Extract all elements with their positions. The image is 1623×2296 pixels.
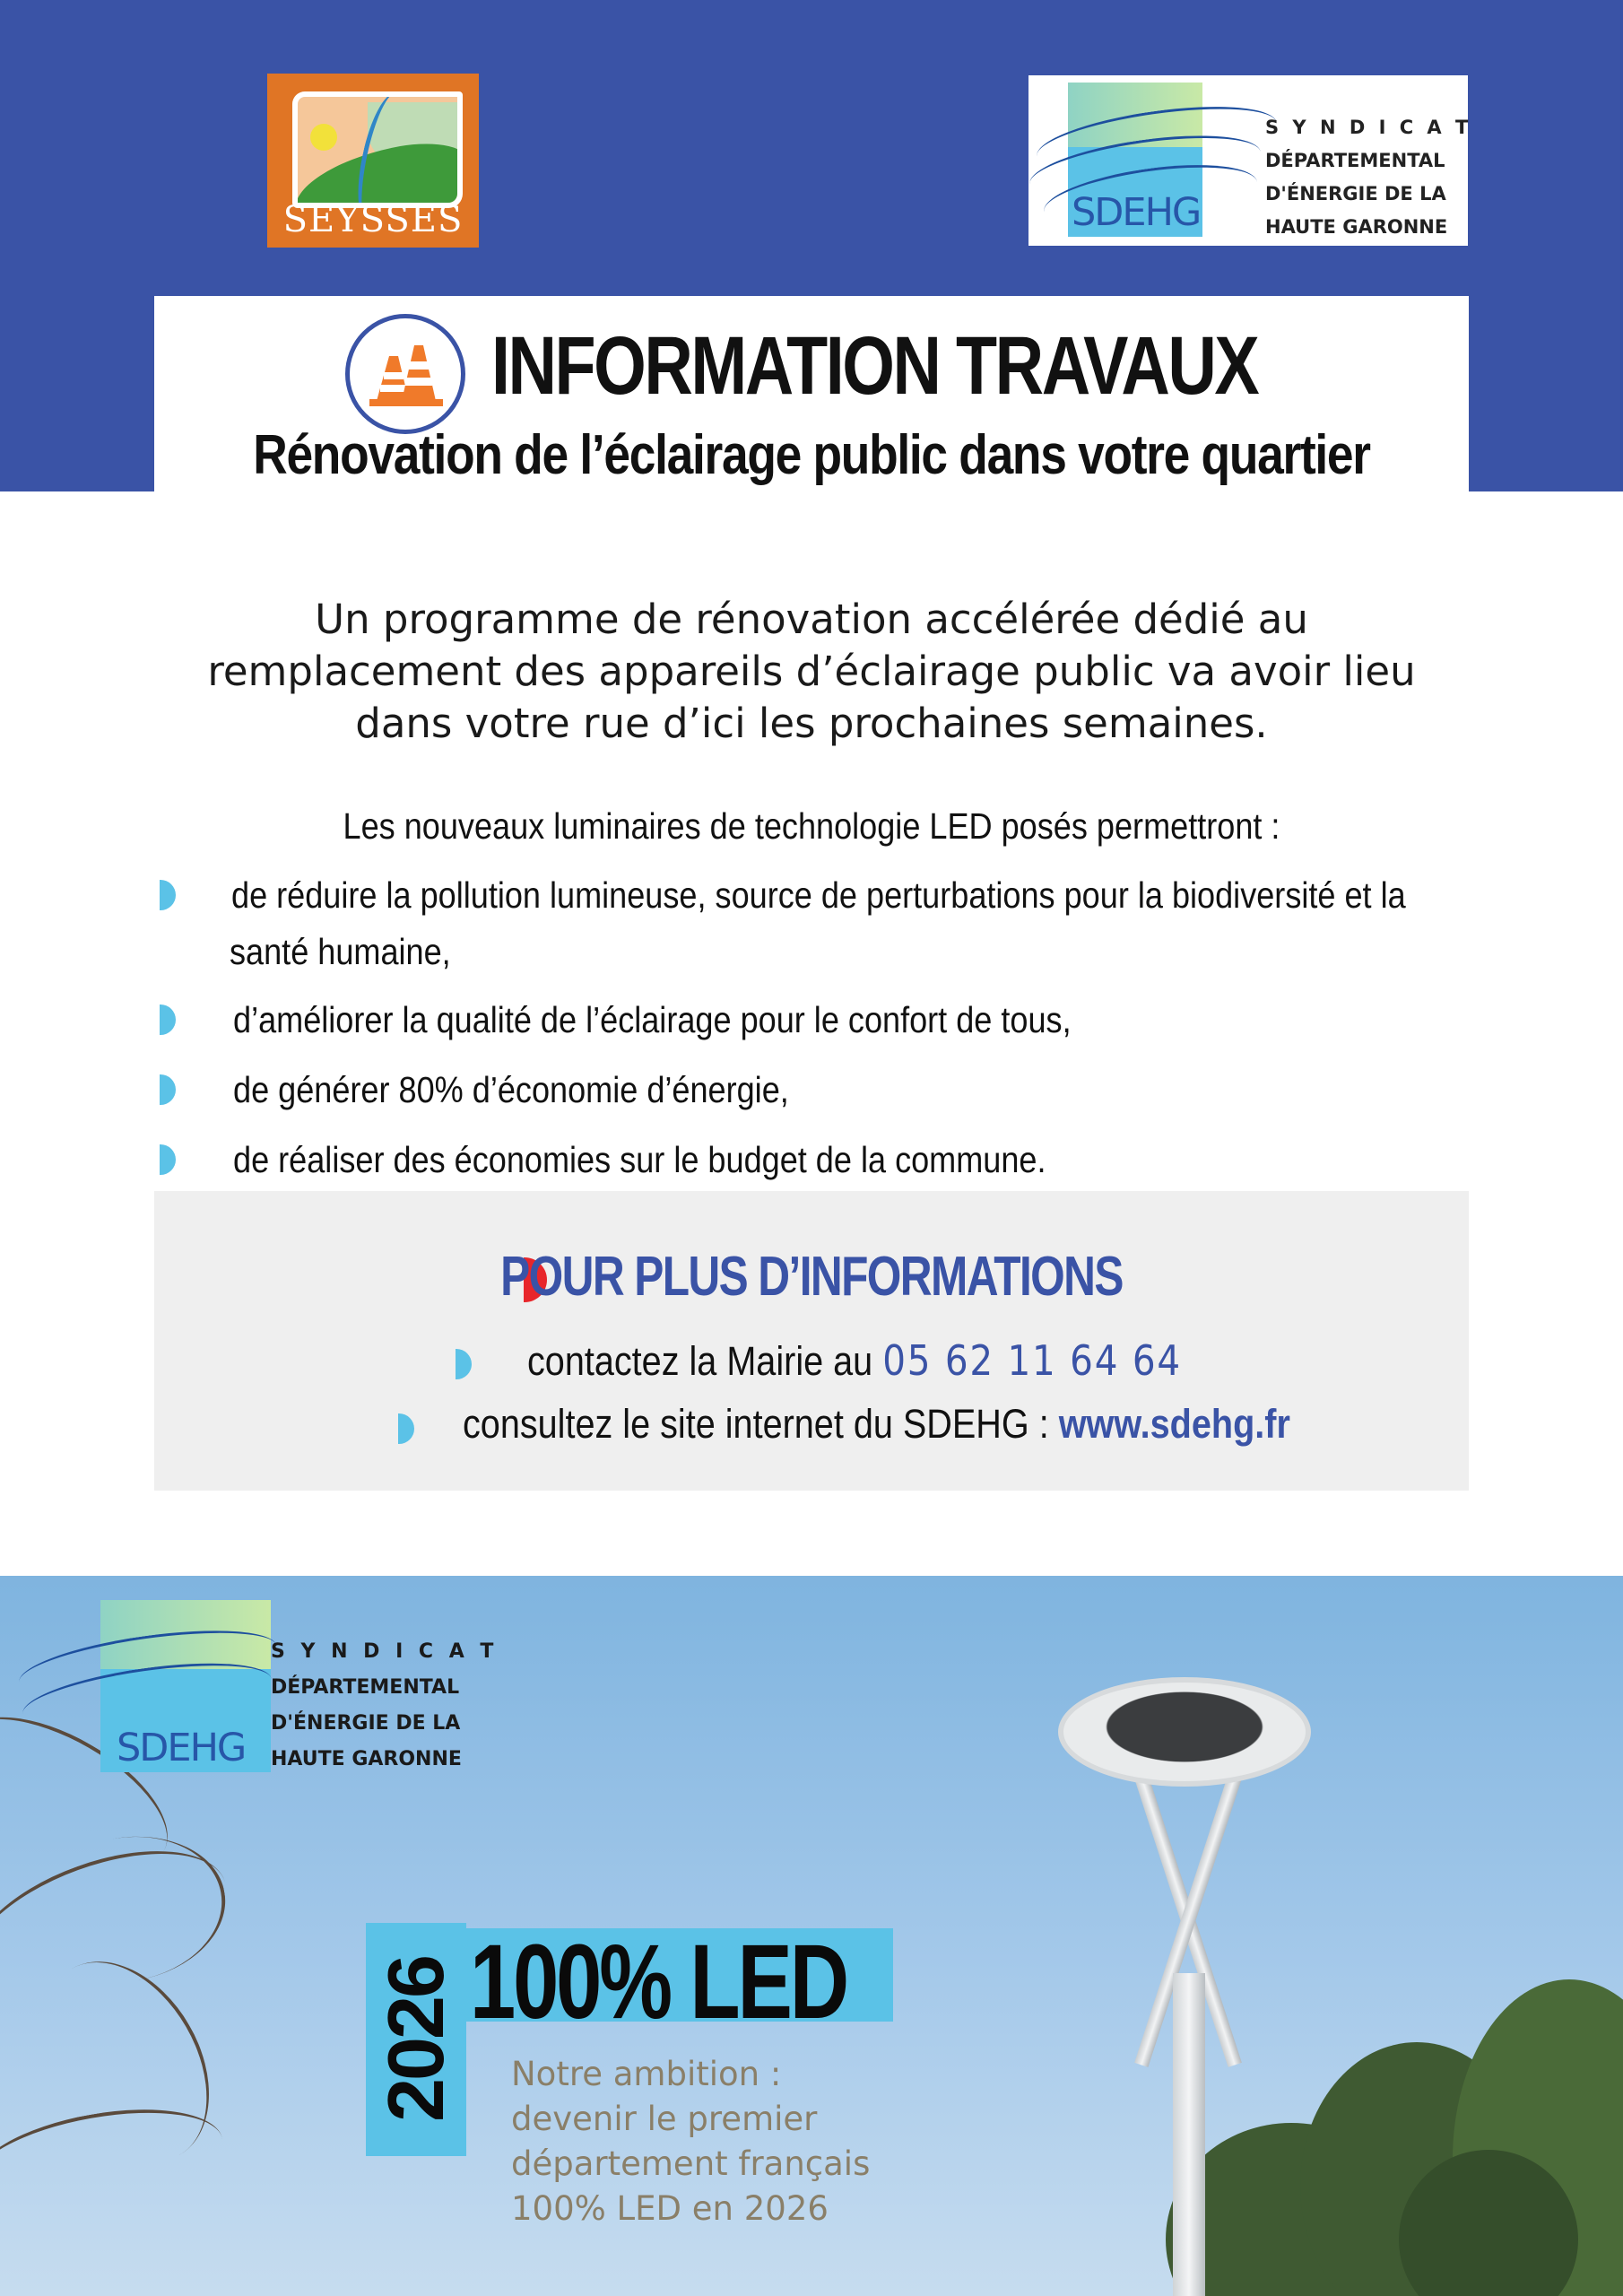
benefit-item-continuation: santé humaine, — [230, 931, 451, 972]
bullet-icon — [160, 1004, 176, 1035]
intro-paragraph: Un programme de rénovation accélérée dédié au remplacement des appareils d’éclairage public va avoir lieu dans votre rue d’ici les prochaines semaines. — [207, 596, 1416, 747]
website-label: consultez le site internet du SDEHG : — [463, 1401, 1059, 1447]
ambition-text: Notre ambition : devenir le premier département français 100% LED en 2026 — [511, 2055, 871, 2228]
bullet-icon — [160, 1074, 176, 1105]
sdehg-logo-bottom: SDEHG S Y N D I C A T DÉPARTEMENTAL D'ÉNERGIE DE LA HAUTE GARONNE — [18, 1596, 502, 1776]
contact-line — [527, 1336, 1182, 1385]
website-line — [463, 1401, 1290, 1448]
seysses-logo — [267, 74, 479, 248]
page-subtitle: Rénovation de l’éclairage public dans votre quartier — [253, 424, 1370, 486]
sdehg-logo: SDEHG S Y N D I C A T DÉPARTEMENTAL D'ÉNERGIE DE LA HAUTE GARONNE — [1028, 75, 1468, 246]
website-link[interactable]: www.sdehg.fr — [1058, 1401, 1290, 1447]
page-title: INFORMATION TRAVAUX — [491, 320, 1258, 412]
traffic-cone-icon — [345, 314, 465, 434]
lamp-pole — [1173, 1973, 1205, 2296]
bullet-icon — [160, 1144, 176, 1175]
benefit-item: d’améliorer la qualité de l’éclairage pour le confort de tous, — [233, 999, 1072, 1040]
campaign-headline: 100% LED — [470, 1923, 847, 2041]
contact-label: contactez la Mairie au — [527, 1338, 883, 1384]
streetlight-icon — [1058, 1677, 1311, 1787]
phone-number[interactable]: 05 62 11 64 64 — [882, 1336, 1182, 1385]
bullet-icon — [160, 880, 176, 910]
benefit-item: de générer 80% d’économie d’énergie, — [233, 1069, 789, 1110]
benefit-item: de réaliser des économies sur le budget de la commune. — [233, 1139, 1046, 1180]
info-heading: POUR PLUS D’INFORMATIONS — [500, 1246, 1123, 1308]
benefits-lead: Les nouveaux luminaires de technologie LED posés permettront : — [343, 805, 1280, 847]
seysses-logo-text: SEYSSES — [282, 199, 464, 240]
campaign-year: 2026 — [371, 1957, 460, 2122]
benefit-item: de réduire la pollution lumineuse, source de perturbations pour la biodiversité et la — [231, 874, 1406, 916]
